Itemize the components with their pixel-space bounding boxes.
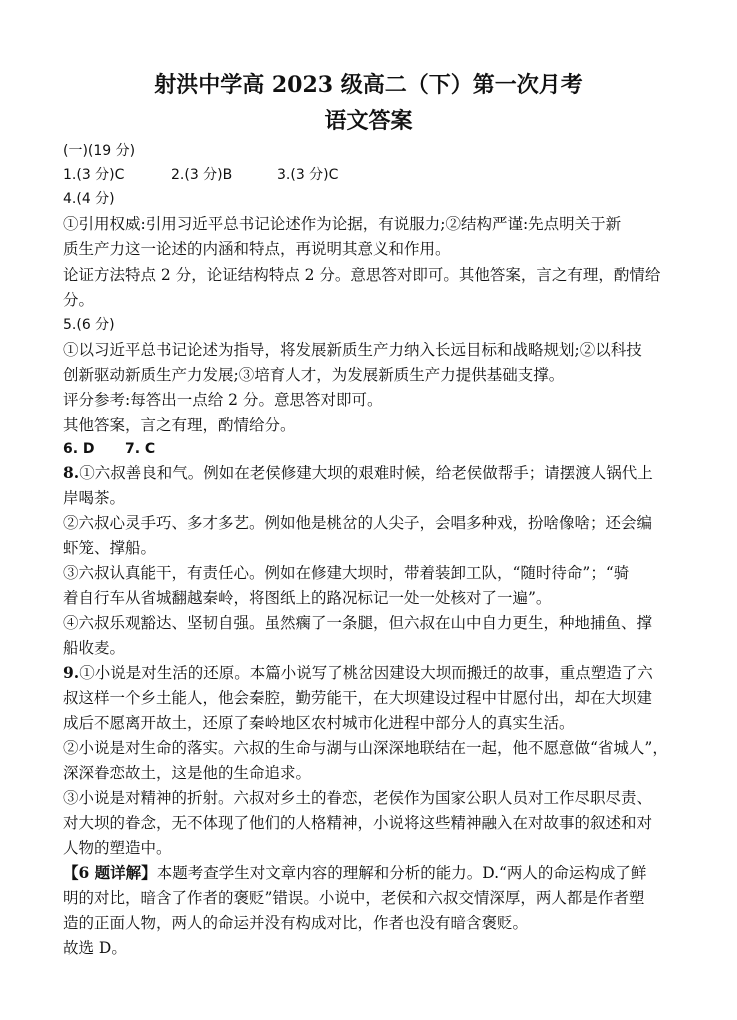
q9-line: 成后不愿离开故土，还原了秦岭地区农村城市化进程中部分人的真实生活。: [63, 714, 575, 732]
q8-number: 8.: [63, 463, 80, 482]
q8-line: 着自行车从省城翻越秦岭，将图纸上的路况标记一处一处核对了一遍”。: [63, 589, 552, 607]
answer-q7: 7. C: [125, 441, 156, 457]
detail6-line: 明的对比，暗含了作者的褒贬”错误。小说中，老侯和六叔交情深厚，两人都是作者塑: [63, 889, 645, 907]
q9-number: 9.: [63, 663, 80, 682]
q9-line: ②小说是对生命的落实。六叔的生命与湖与山深深地联结在一起，他不愿意做“省城人”，: [63, 739, 668, 757]
detail6-line: 造的正面人物，两人的命运并没有构成对比，作者也没有暗含褒贬。: [63, 914, 529, 932]
q4-line: 论证方法特点 2 分，论证结构特点 2 分。意思答对即可。其他答案，言之有理，酌情给: [63, 266, 661, 284]
q9-line: 人物的塑造中。: [63, 839, 172, 857]
q4-line: ①引用权威:引用习近平总书记论述作为论据，有说服力;②结构严谨:先点明关于新: [63, 215, 622, 233]
answers-1-3: [63, 164, 683, 186]
q8-line: ②六叔心灵手巧、多才多艺。例如他是桃岔的人尖子，会唱多种戏，扮啥像啥；还会编: [63, 514, 653, 532]
q5-line: 创新驱动新质生产力发展;③培育人才，为发展新质生产力提供基础支撑。: [63, 366, 565, 384]
page-title: 射洪中学高 2023 级高二（下）第一次月考: [154, 72, 583, 98]
q9-line: [63, 662, 683, 684]
q8-text: ①六叔善良和气。例如在老侯修建大坝的艰难时候，给老侯做帮手；请摆渡人锅代上: [79, 464, 653, 482]
q8-line: [63, 462, 683, 484]
q5-line: ①以习近平总书记论述为指导，将发展新质生产力纳入长远目标和战略规划;②以科技: [63, 341, 642, 359]
page-subtitle: 语文答案: [324, 108, 413, 134]
q8-line: ③六叔认真能干，有责任心。例如在修建大坝时，带着装卸工队，“随时待命”；“骑: [63, 564, 630, 582]
detail6-line: [63, 862, 683, 884]
q9-line: 深深眷恋故土，这是他的生命追求。: [63, 764, 312, 782]
detail6-tag: 【6 题详解】: [63, 863, 157, 882]
q4-line: 分。: [63, 291, 95, 309]
q9-line: 对大坝的眷念，无不体现了他们的人格精神，小说将这些精神融入在对故事的叙述和对: [63, 814, 653, 832]
q8-line: ④六叔乐观豁达、坚韧自强。虽然瘸了一条腿，但六叔在山中自力更生，种地捕鱼、撑: [63, 614, 653, 632]
answer-q6: 6. D: [63, 441, 95, 457]
q9-line: ③小说是对精神的折射。六叔对乡土的眷恋，老侯作为国家公职人员对工作尽职尽责、: [63, 789, 653, 807]
detail6-text: 本题考查学生对文章内容的理解和分析的能力。D.“两人的命运构成了鲜: [156, 864, 647, 882]
q5-line: 其他答案，言之有理，酌情给分。: [63, 416, 296, 434]
q4-line: 质生产力这一论述的内涵和特点，再说明其意义和作用。: [63, 240, 451, 258]
detail6-line: 故选 D。: [63, 939, 127, 957]
q8-line: 虾笼、撑船。: [63, 539, 157, 557]
q9-line: 叔这样一个乡土能人，他会秦腔，勤劳能干，在大坝建设过程中甘愿付出，却在大坝建: [63, 689, 653, 707]
answer-q1: 1.(3 分)C: [63, 167, 125, 183]
q4-header: 4.(4 分): [63, 191, 115, 207]
q5-header: 5.(6 分): [63, 317, 115, 333]
answers-6-7: [63, 438, 683, 460]
answer-q3: 3.(3 分)C: [277, 167, 339, 183]
section-heading: (一)(19 分): [63, 143, 136, 159]
q8-line: 船收麦。: [63, 639, 126, 657]
q9-text: ①小说是对生活的还原。本篇小说写了桃岔因建设大坝而搬迁的故事，重点塑造了六: [79, 664, 653, 682]
q5-line: 评分参考:每答出一点给 2 分。意思答对即可。: [63, 391, 383, 409]
answer-q2: 2.(3 分)B: [171, 167, 233, 183]
q8-line: 岸喝茶。: [63, 489, 126, 507]
